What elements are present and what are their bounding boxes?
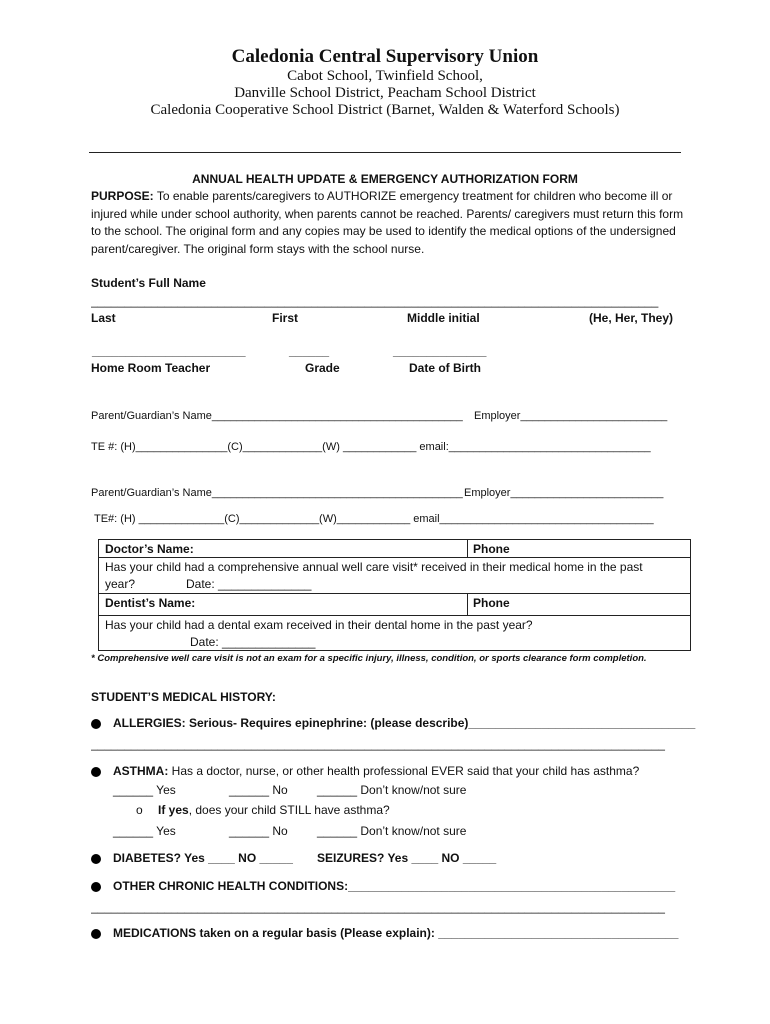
still-asthma-yes-option[interactable]: ______ Yes bbox=[113, 824, 176, 838]
grade-line[interactable]: ______ bbox=[289, 344, 330, 358]
dentist-date-field[interactable]: Date: ______________ bbox=[190, 635, 316, 649]
doctor-question-year: year? bbox=[105, 577, 136, 591]
if-yes-text: , does your child STILL have asthma? bbox=[188, 803, 390, 817]
asthma-dontknow-option[interactable]: ______ Don’t know/not sure bbox=[317, 783, 467, 797]
asthma-no-option[interactable]: ______ No bbox=[229, 783, 288, 797]
student-name-heading: Student’s Full Name bbox=[91, 276, 206, 290]
table-col-divider-1 bbox=[467, 539, 468, 557]
grade-label: Grade bbox=[305, 361, 340, 375]
table-divider-2 bbox=[98, 593, 691, 594]
form-title: ANNUAL HEALTH UPDATE & EMERGENCY AUTHORIZATION FORM bbox=[192, 172, 578, 186]
asthma-question-text: Has a doctor, nurse, or other health professional EVER said that your child has asthma? bbox=[171, 764, 640, 778]
if-yes-label: If yes bbox=[158, 803, 189, 817]
seizures-field[interactable]: SEIZURES? Yes ____ NO _____ bbox=[317, 851, 497, 865]
teacher-line[interactable]: _______________________ bbox=[92, 344, 246, 358]
dob-label: Date of Birth bbox=[409, 361, 481, 375]
table-divider-3 bbox=[98, 615, 691, 616]
dentist-name-label: Dentist’s Name: bbox=[105, 596, 196, 610]
chronic-conditions-line[interactable]: ______________________________________________________________________________________ bbox=[91, 900, 665, 914]
bullet-icon bbox=[91, 929, 101, 939]
header-line-1: Cabot School, Twinfield School, bbox=[287, 68, 483, 84]
student-name-line[interactable]: _____________________________________________________________________________________ bbox=[91, 294, 659, 308]
pronouns-label: (He, Her, They) bbox=[589, 311, 674, 325]
header-line-3: Caledonia Cooperative School District (Barnet, Walden & Waterford Schools) bbox=[150, 102, 620, 118]
diabetes-field[interactable]: DIABETES? Yes ____ NO _____ bbox=[113, 851, 293, 865]
guardian2-phones-field[interactable]: TE#: (H) ______________(C)_____________(W)____________ email___________________________________ bbox=[94, 513, 654, 525]
table-col-divider-2 bbox=[467, 593, 468, 615]
middle-initial-label: Middle initial bbox=[407, 311, 480, 325]
header-divider bbox=[89, 152, 681, 153]
allergies-line[interactable]: ______________________________________________________________________________________ bbox=[91, 737, 665, 751]
guardian1-employer-field[interactable]: Employer________________________ bbox=[474, 410, 668, 422]
doctor-name-label: Doctor’s Name: bbox=[105, 542, 194, 556]
header-line-2: Danville School District, Peacham School District bbox=[234, 85, 536, 101]
purpose-label: PURPOSE: bbox=[91, 189, 154, 203]
bullet-icon bbox=[91, 854, 101, 864]
teacher-label: Home Room Teacher bbox=[91, 361, 211, 375]
medical-history-heading: STUDENT’S MEDICAL HISTORY: bbox=[91, 690, 276, 704]
asthma-yes-option[interactable]: ______ Yes bbox=[113, 783, 176, 797]
asthma-label: ASTHMA: bbox=[113, 764, 169, 778]
purpose-text: To enable parents/caregivers to AUTHORIZE emergency treatment for children who become ill or injured while under school authority, when parents cannot be reached. Parents/ caregivers must return this form to the school. The original form and any copies may be used to identify the medical options of the undersigned parent/caregiver. The original form stays with the school nurse. bbox=[91, 189, 684, 256]
dentist-question: Has your child had a dental exam received in their dental home in the past year? bbox=[105, 618, 533, 632]
purpose-paragraph bbox=[91, 188, 691, 258]
guardian1-phones-field[interactable]: TE #: (H)_______________(C)_____________(W) ____________ email:_________________________________ bbox=[91, 441, 651, 453]
dob-line[interactable]: ______________ bbox=[393, 344, 487, 358]
still-asthma-dontknow-option[interactable]: ______ Don’t know/not sure bbox=[317, 824, 467, 838]
asthma-question bbox=[113, 764, 639, 778]
doctor-phone-label: Phone bbox=[473, 542, 510, 556]
allergies-field[interactable]: ALLERGIES: Serious- Requires epinephrine: (please describe)__________________________________ bbox=[113, 716, 696, 730]
bullet-icon bbox=[91, 882, 101, 892]
page-title: Caledonia Central Supervisory Union bbox=[231, 46, 539, 67]
table-divider-1 bbox=[98, 557, 691, 558]
doctor-question: Has your child had a comprehensive annual well care visit* received in their medical home in the past bbox=[105, 560, 643, 574]
footnote: * Comprehensive well care visit is not an exam for a specific injury, illness, condition, or sports clearance form completion. bbox=[91, 653, 647, 664]
first-label: First bbox=[272, 311, 299, 325]
bullet-icon bbox=[91, 719, 101, 729]
guardian2-name-field[interactable]: Parent/Guardian’s Name_________________________________________ bbox=[91, 487, 463, 499]
sub-bullet-icon: o bbox=[136, 803, 143, 817]
chronic-conditions-field[interactable]: OTHER CHRONIC HEALTH CONDITIONS:_________________________________________________ bbox=[113, 879, 676, 893]
doctor-date-field[interactable]: Date: ______________ bbox=[186, 577, 312, 591]
medications-field[interactable]: MEDICATIONS taken on a regular basis (Please explain): ____________________________________ bbox=[113, 926, 679, 940]
if-yes-question bbox=[158, 803, 390, 817]
bullet-icon bbox=[91, 767, 101, 777]
dentist-phone-label: Phone bbox=[473, 596, 510, 610]
guardian1-name-field[interactable]: Parent/Guardian’s Name_________________________________________ bbox=[91, 410, 463, 422]
still-asthma-no-option[interactable]: ______ No bbox=[229, 824, 288, 838]
guardian2-employer-field[interactable]: Employer_________________________ bbox=[464, 487, 664, 499]
last-label: Last bbox=[91, 311, 116, 325]
